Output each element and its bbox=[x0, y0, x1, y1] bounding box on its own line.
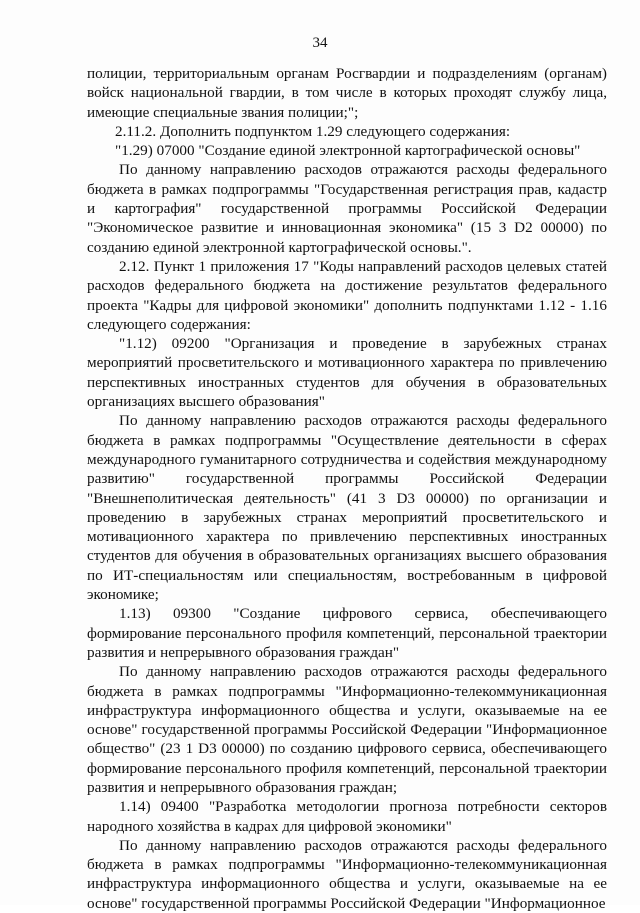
document-body bbox=[87, 64, 607, 913]
paragraph-1-12-body: По данному направлению расходов отражаются расходы федерального бюджета в рамках подпрограммы "Осуществление деятельности в сферах международного гуманитарного сотрудничества и содействия международному развитию" государственной программы Российской Федерации "Внешнеполитическая деятельность" (41 3 D3 00000) по организации и проведению в зарубежных странах мероприятий просветительского и мотивационного характера по привлечению перспективных иностранных студентов для обучения в образовательных организациях высшего образования по ИТ-специальностям или специальностям, востребованным в цифровой экономике; bbox=[87, 412, 607, 604]
paragraph-1-13-body: По данному направлению расходов отражаются расходы федерального бюджета в рамках подпрограммы "Информационно-телекоммуникационная инфраструктура информационного общества и услуги, оказываемые на ее основе" государственной программы Российской Федерации "Информационное общество" (23 1 D3 00000) по созданию цифрового сервиса, обеспечивающего формирование персонального профиля компетенций, персональной траектории развития и непрерывного образования граждан; bbox=[87, 663, 607, 796]
paragraph-continuation: полиции, территориальным органам Росгвардии и подразделениям (органам) войск национальной гвардии, в том числе в которых проходят службу лица, имеющие специальные звания полиции;"; bbox=[87, 65, 607, 121]
paragraph-1-14-body: По данному направлению расходов отражаются расходы федерального бюджета в рамках подпрограммы "Информационно-телекоммуникационная инфраструктура информационного общества и услуги, оказываемые на ее основе" государственной программы Российской Федерации "Информационное bbox=[87, 836, 607, 912]
paragraph-2-12: 2.12. Пункт 1 приложения 17 "Коды направлений расходов целевых статей расходов федерального бюджета на достижение результатов федерального проекта "Кадры для цифровой экономики" дополнить подпунктами 1.12 - 1.16 следующего содержания: bbox=[87, 257, 607, 333]
paragraph-2-11-2: 2.11.2. Дополнить подпунктом 1.29 следующего содержания: bbox=[115, 122, 511, 140]
paragraph-1-13-heading: 1.13) 09300 "Создание цифрового сервиса, обеспечивающего формирование персонального профиля компетенций, персональной траектории развития и непрерывного образования граждан" bbox=[87, 605, 607, 661]
paragraph-1-12-heading: "1.12) 09200 "Организация и проведение в зарубежных странах мероприятий просветительского и мотивационного характера по привлечению перспективных иностранных студентов для обучения в образовательных организациях высшего образования" bbox=[87, 335, 607, 411]
paragraph-1-14-heading: 1.14) 09400 "Разработка методологии прогноза потребности секторов народного хозяйства в кадрах для цифровой экономики" bbox=[87, 798, 607, 835]
paragraph-1-29-body: По данному направлению расходов отражаются расходы федерального бюджета в рамках подпрограммы "Государственная регистрация прав, кадастр и картография" государственной программы Российской Федерации "Экономическое развитие и инновационная экономика" (15 3 D2 00000) по созданию единой электронной картографической основы.". bbox=[87, 161, 607, 256]
page-number: 34 bbox=[312, 35, 328, 51]
paragraph-1-29-heading: "1.29) 07000 "Создание единой электронной картографической основы" bbox=[115, 142, 581, 160]
